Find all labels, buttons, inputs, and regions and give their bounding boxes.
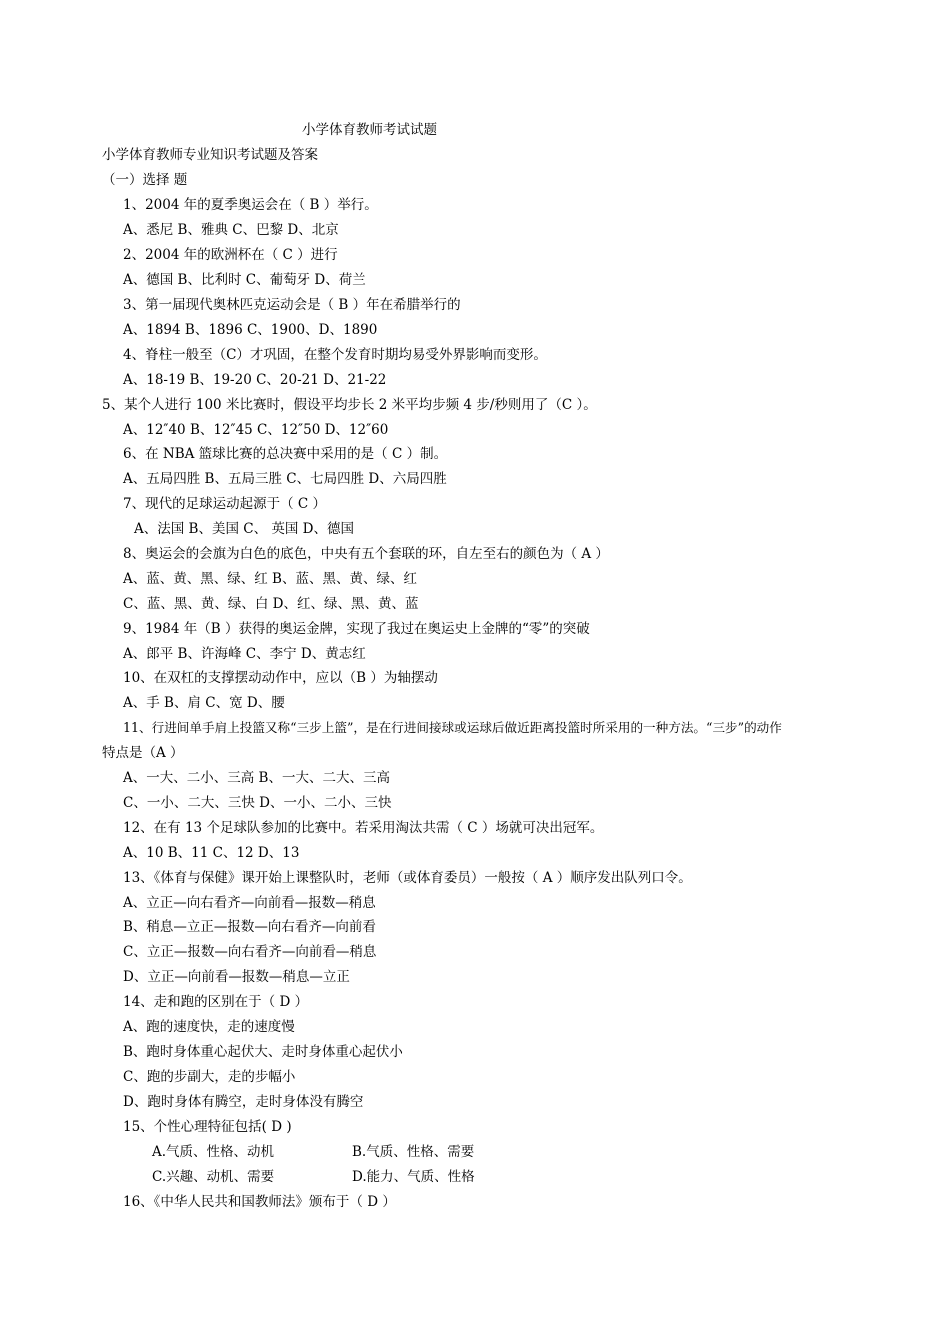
question-line: 1、2004 年的夏季奥运会在（ B ）举行。: [123, 197, 378, 213]
options-line: A、法国 B、美国 C、 英国 D、德国: [134, 521, 354, 537]
question-line: 12、在有 13 个足球队参加的比赛中。若采用淘汰共需（ C ）场就可决出冠军。: [123, 820, 604, 836]
options-line: A、郎平 B、许海峰 C、李宁 D、黄志红: [123, 646, 366, 662]
q15-option-c: C.兴趣、动机、需要: [152, 1169, 275, 1185]
options-line: C、立正—报数—向右看齐—向前看—稍息: [123, 944, 377, 960]
question-line: 5、某个人进行 100 米比赛时，假设平均步长 2 米平均步频 4 步/秒则用了（C ）。: [102, 397, 597, 413]
options-line: C、蓝、黑、黄、绿、白 D、红、绿、黑、黄、蓝: [123, 596, 419, 612]
options-line: C、跑的步副大，走的步幅小: [123, 1069, 296, 1085]
question-line: 6、在 NBA 篮球比赛的总决赛中采用的是（ C ）制。: [123, 446, 448, 462]
options-line: D、跑时身体有腾空，走时身体没有腾空: [123, 1094, 364, 1110]
q15-option-a: A.气质、性格、动机: [152, 1144, 275, 1160]
question-line: 14、走和跑的区别在于（ D ）: [123, 994, 309, 1010]
section-heading: （一）选择 题: [102, 172, 188, 188]
options-line: A、10 B、11 C、12 D、13: [123, 845, 300, 861]
options-line: B、稍息—立正—报数—向右看齐—向前看: [123, 919, 376, 935]
question-line: 8、奥运会的会旗为白色的底色，中央有五个套联的环，自左至右的颜色为（ A ）: [123, 546, 609, 562]
question-line: 16、《中华人民共和国教师法》颁布于（ D ）: [123, 1194, 396, 1210]
question-line: 2、2004 年的欧洲杯在（ C ）进行: [123, 247, 338, 263]
question-line: 11、行进间单手肩上投篮又称“三步上篮”，是在行进间接球或运球后做近距离投篮时所采用的一种方法。“三步”的动作: [123, 720, 782, 735]
options-line: A、18-19 B、19-20 C、20-21 D、21-22: [123, 372, 387, 388]
options-line: B、跑时身体重心起伏大、走时身体重心起伏小: [123, 1044, 403, 1060]
options-line: A、立正—向右看齐—向前看—报数—稍息: [123, 895, 376, 911]
question-line: 9、1984 年（B ）获得的奥运金牌，实现了我过在奥运史上金牌的“零”的突破: [123, 621, 590, 637]
q15-option-d: D.能力、气质、性格: [352, 1169, 475, 1185]
options-line: A、手 B、肩 C、宽 D、腰: [123, 695, 285, 711]
document-subtitle: 小学体育教师专业知识考试题及答案: [102, 147, 318, 163]
options-line: A、蓝、黄、黑、绿、红 B、蓝、黑、黄、绿、红: [123, 571, 417, 587]
options-line: A、跑的速度快，走的速度慢: [123, 1019, 295, 1035]
q15-option-b: B.气质、性格、需要: [352, 1144, 475, 1160]
options-line: C、一小、二大、三快 D、一小、二小、三快: [123, 795, 392, 811]
options-line: A、悉尼 B、雅典 C、巴黎 D、北京: [123, 222, 339, 238]
document-title: 小学体育教师考试试题: [302, 122, 437, 138]
question-line: 13、《体育与保健》课开始上课整队时，老师（或体育委员）一般按（ A ）顺序发出队列口令。: [123, 870, 692, 886]
options-line: A、一大、二小、三高 B、一大、二大、三高: [123, 770, 390, 786]
question-line: 15、个性心理特征包括( D ): [123, 1119, 292, 1135]
question-line: 4、脊柱一般至（C）才巩固，在整个发育时期均易受外界影响而变形。: [123, 347, 547, 363]
options-line: A、五局四胜 B、五局三胜 C、七局四胜 D、六局四胜: [123, 471, 447, 487]
options-line: A、德国 B、比利时 C、葡萄牙 D、荷兰: [123, 272, 366, 288]
question-line: 7、现代的足球运动起源于（ C ）: [123, 496, 327, 512]
options-line: A、1894 B、1896 C、1900、D、1890: [123, 322, 378, 338]
options-line: D、立正—向前看—报数—稍息—立正: [123, 969, 350, 985]
question-line-continued: 特点是（A ）: [102, 745, 184, 761]
options-line: A、12″40 B、12″45 C、12″50 D、12″60: [123, 422, 389, 438]
question-line: 10、在双杠的支撑摆动动作中，应以（B ）为轴摆动: [123, 670, 438, 686]
question-line: 3、第一届现代奥林匹克运动会是（ B ）年在希腊举行的: [123, 297, 461, 313]
